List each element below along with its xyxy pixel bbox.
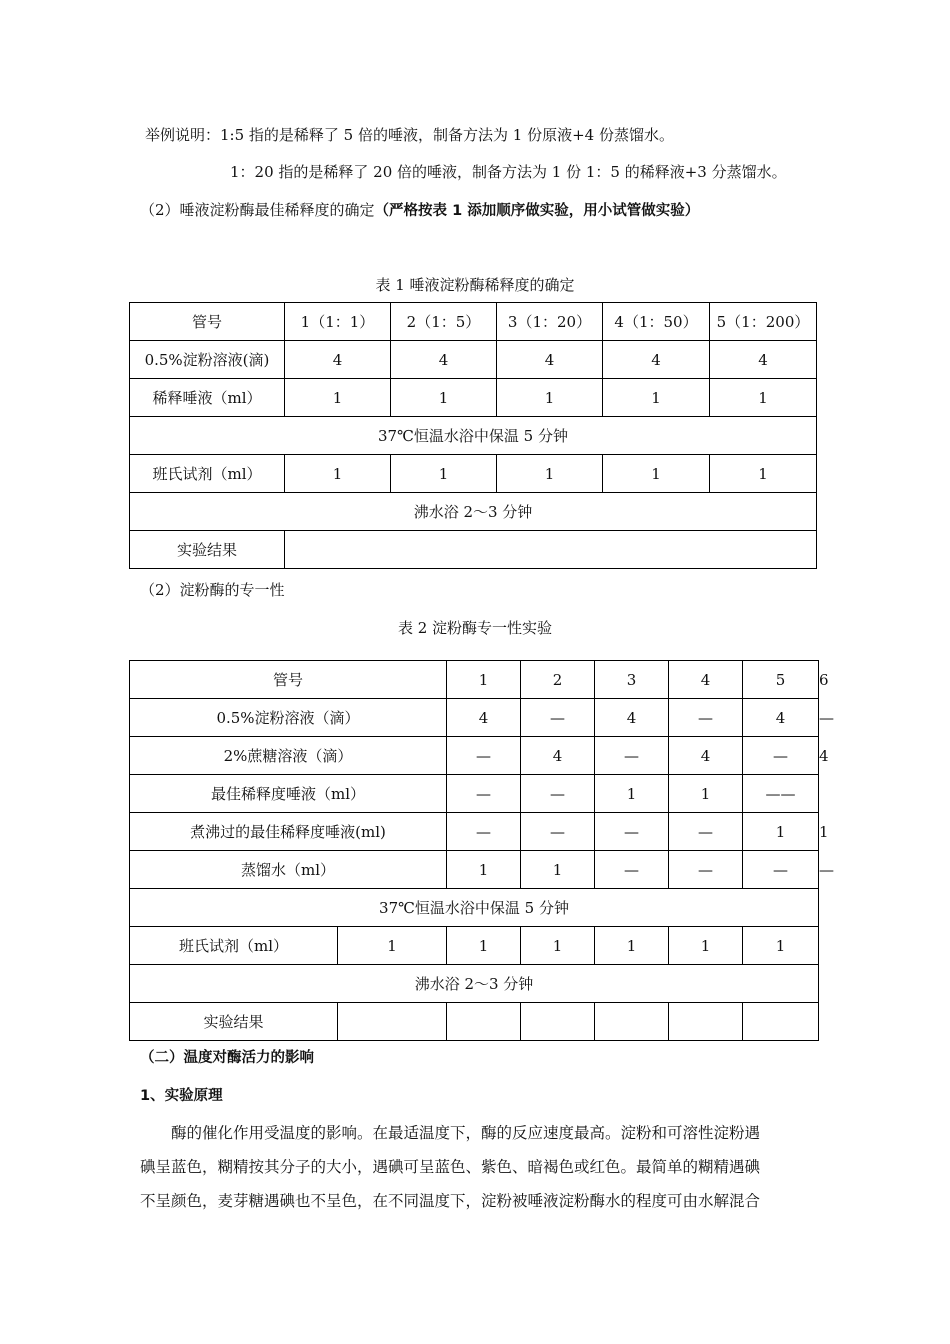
- table-row: 0.5%淀粉溶液（滴） 4 — 4 — 4 —: [130, 699, 819, 737]
- table-cell: 4: [285, 341, 391, 379]
- table-row: [130, 455, 817, 493]
- table-row: 2%蔗糖溶液（滴） — 4 — 4 — 4: [130, 737, 819, 775]
- table-cell: —: [669, 813, 743, 851]
- table-cell: 1: [497, 455, 603, 493]
- table-cell: 1: [743, 927, 819, 965]
- paragraph-line: 酶的催化作用受温度的影响。在最适温度下，酶的反应速度最高。淀粉和可溶性淀粉遇: [171, 1124, 761, 1142]
- table-cell: —: [521, 775, 595, 813]
- table-cell: 煮沸过的最佳稀释度唾液(ml): [130, 813, 447, 851]
- table-cell: 5: [743, 661, 819, 699]
- table-row: [130, 1003, 819, 1041]
- table-cell: 1: [285, 455, 391, 493]
- table-cell: 管号: [130, 303, 285, 341]
- table-cell: 蒸馏水（ml）: [130, 851, 447, 889]
- table-cell: 4: [710, 341, 817, 379]
- table-cell: 1: [338, 927, 447, 965]
- table-cell: 1（1：1）: [285, 303, 391, 341]
- table-cell: —: [447, 737, 521, 775]
- table-cell: —: [669, 851, 743, 889]
- table-cell: 0.5%淀粉溶液(滴): [130, 341, 285, 379]
- intro-line-1: 举例说明：1:5 指的是稀释了 5 倍的唾液，制备方法为 1 份原液+4 份蒸馏水。: [145, 126, 674, 144]
- section-2-heading: [140, 199, 699, 220]
- table-cell: 1: [447, 851, 521, 889]
- intro-line-2: 1：20 指的是稀释了 20 倍的唾液，制备方法为 1 份 1：5 的稀释液+3 分蒸馏水。: [230, 163, 787, 181]
- table-row: [130, 927, 819, 965]
- result-cell-empty: [285, 531, 817, 569]
- table-cell: 班氏试剂（ml）: [130, 455, 285, 493]
- table-cell: 1: [391, 455, 497, 493]
- table-cell: 1: [669, 775, 743, 813]
- section-specificity-heading: （2）淀粉酶的专一性: [140, 581, 285, 599]
- table-1: [129, 302, 817, 569]
- table-cell: 1: [285, 379, 391, 417]
- table-cell: 1: [710, 455, 817, 493]
- result-cell-empty: [669, 1003, 743, 1041]
- table-row: [130, 965, 819, 1003]
- table-row: [130, 417, 817, 455]
- table-row: [130, 493, 817, 531]
- table-cell-merged: 37℃恒温水浴中保温 5 分钟: [130, 417, 817, 455]
- table-cell: 4（1：50）: [603, 303, 710, 341]
- table-cell: 1: [603, 379, 710, 417]
- table-cell: 3（1：20）: [497, 303, 603, 341]
- table-cell: ——: [743, 775, 819, 813]
- table-cell: 4: [669, 661, 743, 699]
- principle-heading: 1、实验原理: [140, 1088, 223, 1104]
- table-2-caption: 表 2 淀粉酶专一性实验: [397, 619, 553, 637]
- table-cell: —: [595, 737, 669, 775]
- table-cell: 4: [521, 737, 595, 775]
- table-cell: 1: [743, 813, 819, 851]
- table-cell: 1: [521, 927, 595, 965]
- table-cell: —: [669, 699, 743, 737]
- section-2-note: （严格按表 1 添加顺序做实验，用小试管做实验）: [374, 203, 700, 219]
- table-cell: 实验结果: [130, 1003, 338, 1041]
- table-cell-merged: 37℃恒温水浴中保温 5 分钟: [130, 889, 819, 927]
- table-cell: —: [743, 851, 819, 889]
- table-cell: 0.5%淀粉溶液（滴）: [130, 699, 447, 737]
- table-cell: —: [447, 813, 521, 851]
- table-cell: —: [743, 737, 819, 775]
- table-2: [129, 660, 835, 1041]
- table-row: [130, 379, 817, 417]
- table-row: 煮沸过的最佳稀释度唾液(ml) — — — — 1 1: [130, 813, 819, 851]
- table-cell: 1: [521, 851, 595, 889]
- section-2-title: （2）唾液淀粉酶最佳稀释度的确定: [140, 201, 375, 219]
- section-temperature-heading: （二）温度对酶活力的影响: [140, 1050, 314, 1066]
- paragraph-line: 碘呈蓝色，糊精按其分子的大小，遇碘可呈蓝色、紫色、暗褐色或红色。最简单的糊精遇碘: [140, 1158, 761, 1176]
- table-row: 蒸馏水（ml） 1 1 — — — —: [130, 851, 819, 889]
- result-cell-empty: [447, 1003, 521, 1041]
- table-row: [130, 889, 819, 927]
- result-cell-empty: [338, 1003, 447, 1041]
- table-cell: 稀释唾液（ml）: [130, 379, 285, 417]
- table-1-caption: 表 1 唾液淀粉酶稀释度的确定: [375, 276, 575, 294]
- table-row: [130, 303, 817, 341]
- table-cell: 1: [497, 379, 603, 417]
- table-cell: 1: [595, 775, 669, 813]
- table-cell: 4: [497, 341, 603, 379]
- table-row: [130, 775, 819, 813]
- table-cell-merged: 沸水浴 2～3 分钟: [130, 493, 817, 531]
- table-cell: 4: [669, 737, 743, 775]
- table-cell: 1: [603, 455, 710, 493]
- table-cell: 1: [447, 661, 521, 699]
- table-cell: —: [595, 813, 669, 851]
- result-cell-empty: [595, 1003, 669, 1041]
- table-row: [130, 341, 817, 379]
- table-cell: 1: [391, 379, 497, 417]
- table-cell: 1: [447, 927, 521, 965]
- table-cell: 4: [595, 699, 669, 737]
- principle-paragraph: [140, 1116, 810, 1218]
- result-cell-empty: [521, 1003, 595, 1041]
- table-cell: 4: [603, 341, 710, 379]
- table-cell: 4: [391, 341, 497, 379]
- table-cell: 4: [447, 699, 521, 737]
- table-cell: 3: [595, 661, 669, 699]
- table-cell: 实验结果: [130, 531, 285, 569]
- result-cell-empty: [743, 1003, 819, 1041]
- table-cell: 1: [710, 379, 817, 417]
- table-cell: 1: [669, 927, 743, 965]
- table-row: 管号 1 2 3 4 5 6: [130, 661, 819, 699]
- table-cell: 2%蔗糖溶液（滴）: [130, 737, 447, 775]
- table-cell: —: [521, 699, 595, 737]
- table-cell: 4: [743, 699, 819, 737]
- table-cell: 2（1：5）: [391, 303, 497, 341]
- table-cell: —: [521, 813, 595, 851]
- paragraph-line: 不呈颜色，麦芽糖遇碘也不呈色，在不同温度下，淀粉被唾液淀粉酶水的程度可由水解混合: [140, 1192, 761, 1210]
- table-cell: —: [447, 775, 521, 813]
- table-cell: 最佳稀释度唾液（ml）: [130, 775, 447, 813]
- table-cell: 管号: [130, 661, 447, 699]
- table-row: [130, 531, 817, 569]
- table-cell: —: [595, 851, 669, 889]
- table-cell: 班氏试剂（ml）: [130, 927, 338, 965]
- table-cell: 1: [595, 927, 669, 965]
- table-cell: 5（1：200）: [710, 303, 817, 341]
- table-cell-merged: 沸水浴 2～3 分钟: [130, 965, 819, 1003]
- table-cell: 2: [521, 661, 595, 699]
